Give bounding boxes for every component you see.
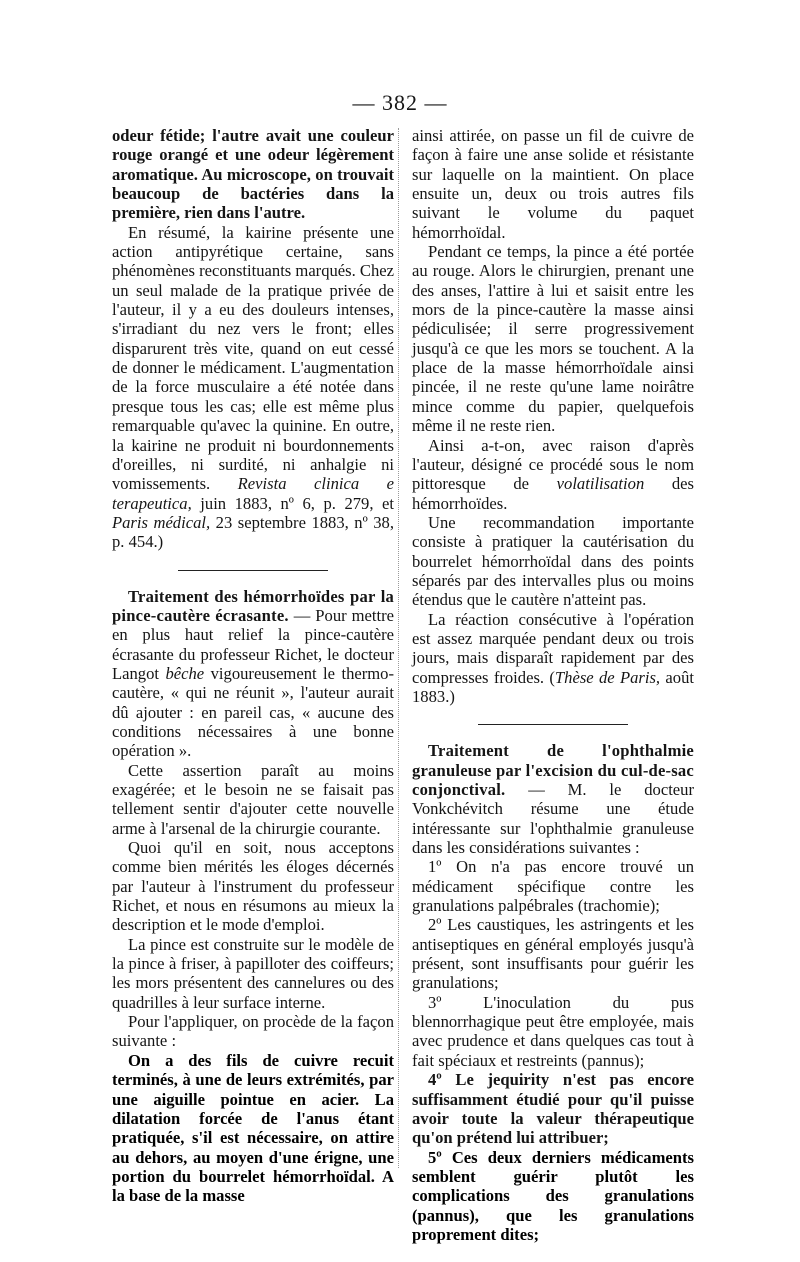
paragraph: La réaction consécutive à l'opération est assez marquée pendant deux ou trois jours, mais disparaît rapidement par des compresses froides. (Thèse de Paris, août 1883.) xyxy=(412,609,694,706)
section-separator xyxy=(178,570,328,571)
list-item: 2º Les caustiques, les astringents et les antiseptiques en général employés jusqu'à présent, sont insuffisants pour guérir les granulations; xyxy=(412,915,694,993)
list-item: 4º Le jequirity n'est pas encore suffisamment étudié pour qu'il puisse avoir toute la valeur thérapeutique qu'on prétend lui attribuer; xyxy=(412,1070,694,1148)
paragraph: ainsi attirée, on passe un fil de cuivre de façon à faire une anse solide et résistante sur laquelle on la maintient. On place ensuite un, deux ou trois autres fils suivant le volume du paquet hémorrhoïdal. xyxy=(412,126,694,242)
article-title: Traitement de l'ophthalmie granuleuse par l'excision du cul-de-sac conjonctival. xyxy=(412,741,694,799)
column-divider xyxy=(398,128,399,1168)
article-lead: Traitement des hémorrhoïdes par la pince-cautère écrasante. — Pour mettre en plus haut relief la pince-cautère écrasante du professeur Richet, le docteur Langot bêche vigoureusement le thermo-cautère, « qui ne réunit », l'auteur aurait dû ajouter : en pareil cas, « aucune des conditions nécessaires à une bonne opération ». xyxy=(112,586,394,761)
page-number: — 382 — xyxy=(352,90,448,115)
article-title: Traitement des hémorrhoïdes par la pince-cautère écrasante. xyxy=(112,586,394,625)
paragraph: On a des fils de cuivre recuit terminés, à une de leurs extrémités, par une aiguille pointue en acier. La dilatation forcée de l'anus étant pratiquée, s'il est nécessaire, on attire au dehors, au moyen d'une érigne, une portion du bourrelet hémorrhoïdal. A la base de la masse xyxy=(112,1050,394,1206)
paragraph: odeur fétide; l'autre avait une couleur rouge orangé et une odeur légèrement aromatique. Au microscope, on trouvait beaucoup de bactéries dans la première, rien dans l'autre. xyxy=(112,126,394,223)
right-column xyxy=(412,126,694,1244)
list-item: 3º L'inoculation du pus blennorrhagique peut être employée, mais avec prudence et dans quelques cas tout à fait spéciaux et restreints (pannus); xyxy=(412,992,694,1070)
paragraph: En résumé, la kairine présente une action antipyrétique certaine, sans phénomènes reconstituants marqués. Chez un seul malade de la pratique privée de l'auteur, il y a eu des douleurs intenses, s'irradiant du nez vers le front; elles disparurent très vite, quand on eut cessé de donner le médicament. L'augmentation de la force musculaire a été notée dans presque tous les cas; elle est même plus remarquable qu'avec la quinine. En outre, la kairine ne produit ni bourdonnements d'oreilles, ni surdité, ni anhalgie ni vomissements. Revista clinica e terapeutica, juin 1883, nº 6, p. 279, et Paris médical, 23 septembre 1883, nº 38, p. 454.) xyxy=(112,222,395,552)
paragraph: Quoi qu'il en soit, nous acceptons comme bien mérités les éloges décernés par l'auteur à l'instrument du professeur Richet, et nous en résumons au mieux la description et le mode d'emploi. xyxy=(112,838,394,935)
article-hemorrhoids xyxy=(112,587,394,761)
paragraph: Pendant ce temps, la pince a été portée au rouge. Alors le chirurgien, prenant une des anses, l'attire à lui et saisit entre les mors de la pince-cautère la masse ainsi pédiculisée; il serre progressivement jusqu'à ce que les mors se touchent. A la place de la masse hémorrhoïdale ainsi pincée, il ne reste qu'une lame noirâtre mince comme du papier, quelquefois même il ne reste rien. xyxy=(412,242,694,436)
list-item: 5º Ces deux derniers médicaments semblent guérir plutôt les complications des granulations (pannus), que les granulations proprement dites; xyxy=(412,1147,694,1244)
paragraph: Une recommandation importante consiste à pratiquer la cautérisation du bourrelet hémorrhoïdal dans des points séparés par des intervalles plus ou moins étendus que le cautère n'atteint pas. xyxy=(412,512,694,610)
list-item: 1º On n'a pas encore trouvé un médicament spécifique contre les granulations palpébrales (trachomie); xyxy=(412,857,694,916)
paragraph: La pince est construite sur le modèle de la pince à friser, à papilloter des coiffeurs; les mors présentent des cannelures ou des quadrilles à leur surface interne. xyxy=(112,934,394,1012)
section-separator xyxy=(478,724,628,725)
left-column xyxy=(112,126,394,1206)
paragraph: Ainsi a-t-on, avec raison d'après l'auteur, désigné ce procédé sous le nom pittoresque de volatilisation des hémorrhoïdes. xyxy=(412,435,694,513)
paragraph: Pour l'appliquer, on procède de la façon suivante : xyxy=(112,1012,394,1051)
article-lead: Traitement de l'ophthalmie granuleuse par l'excision du cul-de-sac conjonctival. — M. le docteur Vonkchévitch résume une étude intéressante sur l'ophthalmie granuleuse dans les considérations suivantes : xyxy=(412,741,694,858)
paragraph: Cette assertion paraît au moins exagérée; et le besoin ne se faisait pas tellement sentir d'ajouter cette nouvelle arme à l'arsenal de la chirurgie courante. xyxy=(112,760,394,838)
